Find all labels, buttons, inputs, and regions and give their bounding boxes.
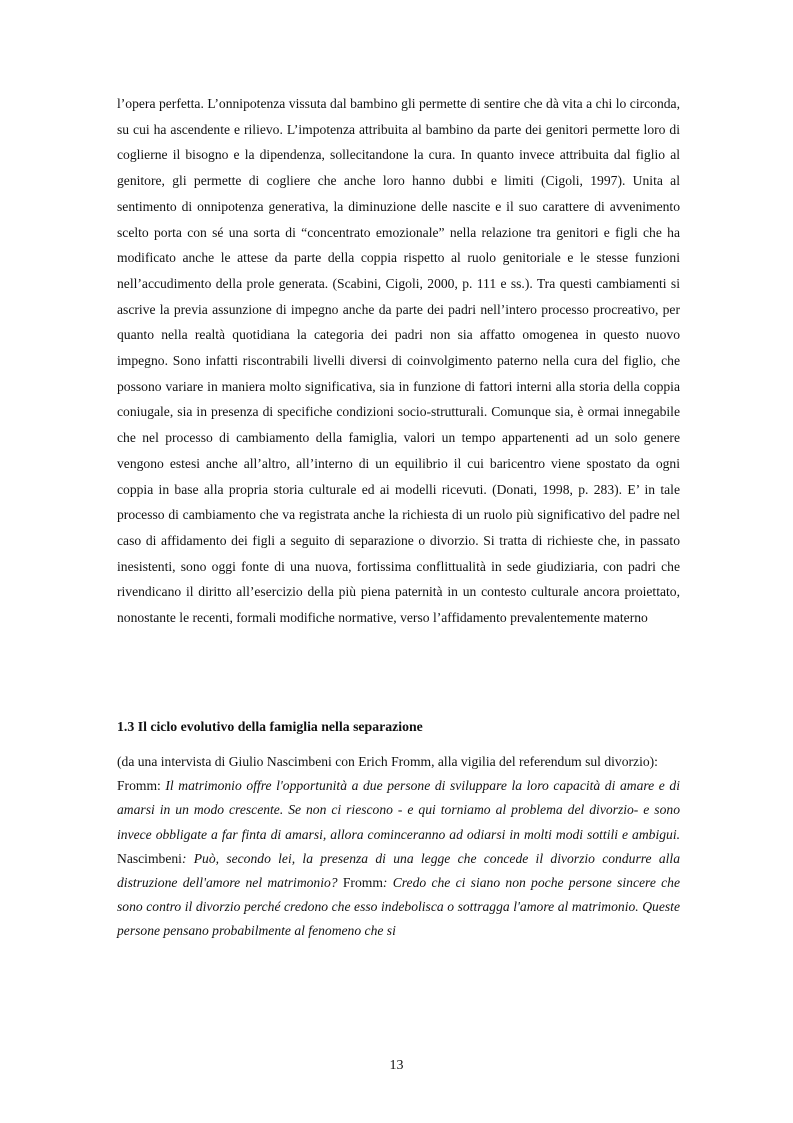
- nascimbeni-question: : Può, secondo lei, la presenza di una legge che concede il divorzio condurre alla distruzione dell'amore nel matrimonio?: [117, 850, 680, 891]
- fromm-answer-2: : Credo che ci siano non poche persone sincere che sono contro il divorzio perché credono che esso indebolisca o sottragga l'amore al matrimonio. Queste persone pensano probabilmente al fenomeno che si: [117, 875, 680, 939]
- interview-intro: (da una intervista di Giulio Nascimbeni con Erich Fromm, alla vigilia del referendum sul divorzio):: [117, 754, 658, 769]
- body-text: [117, 91, 680, 631]
- speaker-fromm-2: Fromm: [342, 875, 383, 891]
- speaker-nascimbeni: Nascimbeni: [117, 850, 182, 866]
- section-heading: 1.3 Il ciclo evolutivo della famiglia nella separazione: [117, 719, 423, 734]
- body-paragraph: l’opera perfetta. L’onnipotenza vissuta dal bambino gli permette di sentire che dà vita a chi lo circonda, su cui ha ascendente e rilievo. L’impotenza attribuita al bambino da parte dei genitori permette loro di coglierne il bisogno e la dipendenza, sollecitandone la cura. In quanto invece attribuita dal figlio al genitore, gli permette di cogliere che anche loro hanno dubbi e limiti (Cigoli, 1997). Unita al sentimento di onnipotenza generativa, la diminuzione delle nascite e il suo carattere di avvenimento scelto porta con sé una sorta di “concentrato emozionale” nella relazione tra genitori e figli che ha modificato anche le attese da parte della coppia rispetto al ruolo genitoriale e le stesse funzioni nell’accudimento della prole generata. (Scabini, Cigoli, 2000, p. 111 e ss.). Tra questi cambiamenti si ascrive la previa assunzione di impegno anche da parte dei padri nell’intero processo procreativo, per quanto nella realtà quotidiana la categoria dei padri non sia affatto omogenea in questo nuovo impegno. Sono infatti riscontrabili livelli diversi di coinvolgimento paterno nella cura del figlio, che possono variare in maniera molto significativa, sia in funzione di fattori interni alla storia della coppia coniugale, sia in presenza di specifiche condizioni socio-strutturali. Comunque sia, è ormai innegabile che nel processo di cambiamento della famiglia, valori un tempo appartenenti ad un solo genere vengono estesi anche all’altro, all’interno di un equilibrio il cui baricentro viene spostato da ogni coppia in base alla propria storia culturale ed ai modelli ricevuti. (Donati, 1998, p. 283). E’ in tale processo di cambiamento che va registrata anche la richiesta di un ruolo più significativo del padre nel caso di affidamento dei figli a seguito di separazione o divorzio. Si tratta di richieste che, in passato inesistenti, sono oggi fonte di una nuova, fortissima conflittualità in sede giudiziaria, con padri che rivendicano il diritto all’esercizio della più piena paternità in un contesto culturale ancora proiettato, nonostante le recenti, formali modifiche normative, verso l’affidamento prevalentemente materno: [117, 96, 680, 626]
- speaker-fromm: Fromm:: [117, 778, 161, 794]
- interview-text: [117, 774, 680, 943]
- section-body: [117, 750, 680, 944]
- fromm-answer-1: Il matrimonio offre l'opportunità a due persone di sviluppare la loro capacità di amare e di amarsi in un modo crescente. Se non ci riescono - e qui torniamo al problema del divorzio- e sono invece obbligate a far finta di amarsi, allora cominceranno ad odiarsi in molti modi sottili e ambigui.: [117, 778, 680, 842]
- page-number: 13: [389, 1058, 404, 1073]
